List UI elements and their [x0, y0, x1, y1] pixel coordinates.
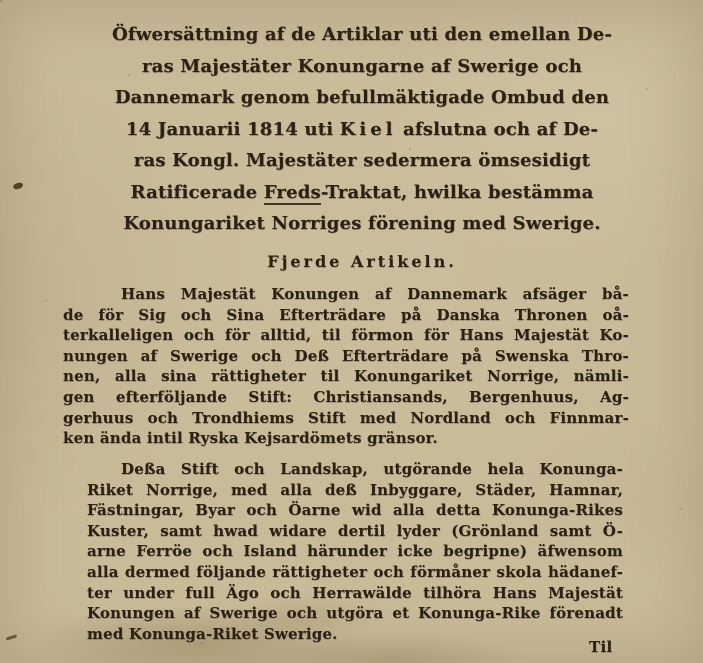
body-line: terkalleligen och för alltid, til förmon för Hans Majestät Ko-: [63, 326, 629, 345]
ink-blot: [12, 182, 23, 190]
paragraph-2: [87, 459, 623, 644]
body-line: nungen af Swerige och Deß Efterträdare på Swenska Thro-: [63, 346, 629, 365]
paragraph-1: [63, 284, 629, 449]
title-line-6: [92, 177, 632, 209]
body-line: ken ända intil Ryska Kejsardömets gränsor.: [63, 429, 438, 448]
body-line: nen, alla sina rättigheter til Konungariket Norrige, nämli-: [63, 367, 629, 386]
title-line-4: [92, 114, 632, 146]
body-line: gen efterföljande Stift: Christiansands, Bergenhuus, Ag-: [63, 387, 629, 406]
body-line: alla dermed följande rättigheter och förmåner skola hädanef-: [87, 562, 623, 581]
title-line-3: Dannemark genom befullmäktigade Ombud den: [114, 87, 610, 108]
body-line: Hans Majestät Konungen af Dannemark afsäger bå-: [121, 285, 629, 303]
body-line: arne Ferröe och Island härunder icke begripne) äfwensom: [87, 542, 623, 561]
place-name-kiel: Kiel: [339, 118, 397, 140]
body-line: gerhuus och Trondhiems Stift med Nordland och Finnmar-: [63, 408, 629, 427]
title-line-4-prefix: 14 Januarii 1814 uti: [125, 118, 340, 140]
body-line: Deßa Stift och Landskap, utgörande hela Konunga-: [121, 460, 623, 478]
catchword: Til: [589, 638, 613, 656]
title-line-6-suffix: -Traktat, hwilka bestämma: [320, 181, 594, 203]
body-line: med Konunga-Riket Swerige.: [87, 624, 338, 643]
ink-dash-mark: [6, 634, 17, 640]
title-line-5: ras Kongl. Majestäter sedermera ömsesidigt: [133, 150, 591, 171]
body-line: Konungen af Swerige och utgöra et Konunga-Rike förenadt: [87, 604, 623, 623]
title-line-1: Öfwersättning af de Artiklar uti den emellan De-: [111, 24, 613, 45]
title-line-2: ras Majestäter Konungarne af Swerige och: [141, 55, 583, 77]
section-heading-fjerde-artikeln: Fjerde Artikeln.: [267, 252, 457, 271]
document-title: [92, 19, 632, 240]
body-line: de för Sig och Sina Efterträdare på Danska Thronen oå-: [63, 305, 629, 324]
body-line: ter under full Ägo och Herrawälde tilhöra Hans Majestät: [87, 583, 623, 602]
body-line: Riket Norrige, med alla deß Inbyggare, Städer, Hamnar,: [87, 480, 623, 499]
underlined-word-freds: Freds: [263, 181, 321, 203]
paper-specks: [0, 0, 2, 2]
title-line-7: Konungariket Norriges förening med Swerige.: [123, 213, 601, 234]
title-line-4-suffix: afslutna och af De-: [396, 118, 599, 140]
body-line: Kuster, samt hwad widare dertil lyder (Grönland samt Ö-: [87, 521, 623, 540]
body-line: Fästningar, Byar och Öarne wid alla detta Konunga-Rikes: [87, 501, 623, 520]
title-line-6-prefix: Ratificerade: [130, 181, 264, 203]
